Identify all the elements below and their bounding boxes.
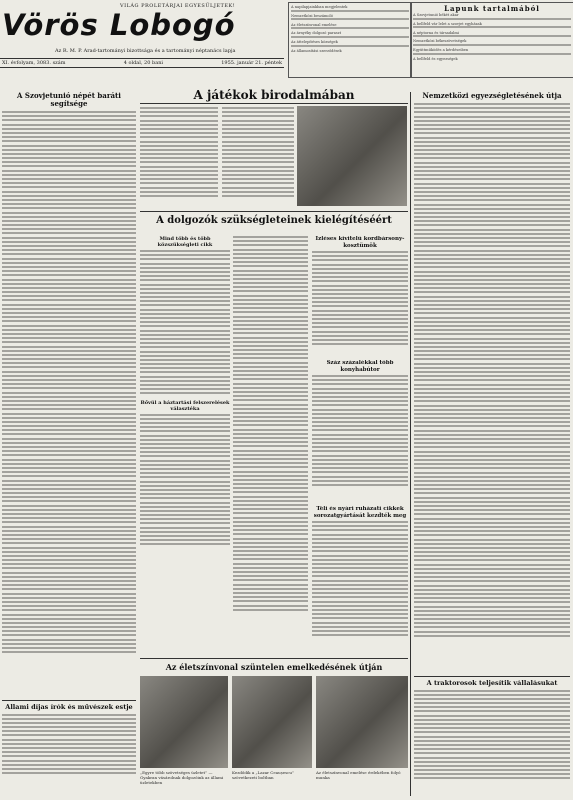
index-item: A bellfeld vár lelet a szovjet egyházak bbox=[413, 21, 482, 26]
life-headline: Az életszínvonal szüntelen emelkedésének útján bbox=[165, 662, 383, 672]
life-photo-1 bbox=[140, 676, 228, 768]
top-index-right bbox=[410, 2, 573, 78]
article-headline: Mind több és több közszükségleti cikk bbox=[157, 236, 213, 248]
divider bbox=[414, 676, 570, 677]
newspaper-subtitle: Az R. M. P. Arad-tartományi bizottsága és a tartományi néptanács lapja bbox=[55, 48, 236, 54]
article-hundred bbox=[312, 360, 408, 500]
article-headline: Téli és nyári ruházati cikkek sorozatgyártását kezdték meg bbox=[313, 506, 407, 519]
life-photo-2 bbox=[232, 676, 312, 768]
caption: Kezdődik a „Lazar Ceaușescu” szövetkezeti boltban bbox=[232, 770, 295, 780]
issue-date: 1955. január 21. péntek bbox=[221, 60, 282, 66]
index-item: Az államosítási szerződések bbox=[291, 48, 342, 53]
newspaper-title: Vörös Lobogó bbox=[2, 8, 236, 42]
column-divider bbox=[410, 92, 411, 796]
issue-year: XI. évfolyam, 3083. szám bbox=[2, 60, 66, 66]
article-headline: Száz százalékkal több konyhabútor bbox=[326, 360, 394, 373]
index-item: Az életszínvonal emelése bbox=[291, 22, 337, 27]
motto: VILÁG PROLETÁRJAI EGYESÜLJETEK! bbox=[120, 3, 236, 9]
games-headline: A játékok birodalmában bbox=[193, 88, 355, 102]
index-item: A bellfeld és egyezségek bbox=[413, 56, 458, 61]
article-headline: A traktorosok teljesítik vállalásukat bbox=[426, 680, 558, 687]
article-right-top bbox=[414, 92, 570, 672]
center-column-2 bbox=[233, 236, 308, 656]
issue-line bbox=[0, 58, 284, 68]
index-item: A napilapjainkban megjelentek bbox=[291, 5, 348, 9]
issue-pages: 4 oldal, 20 bani bbox=[123, 60, 164, 66]
games-body-2 bbox=[222, 107, 294, 207]
article-body bbox=[2, 111, 136, 655]
article-state bbox=[2, 704, 136, 796]
index-item: Együttműködés a kérdéseiben bbox=[413, 48, 469, 53]
caption: „Egyre több szövetséges üzletet” — Gyakran vásárolnak dolgozóink az állami üzletekben bbox=[140, 770, 224, 785]
index-item: Az árnyéky dolgozó paraszt bbox=[291, 31, 342, 36]
article-headline: Bővül a háztartási felszerelések választéka bbox=[140, 399, 230, 412]
article-headline: A Szovjetunió népét baráti segítsége bbox=[17, 92, 121, 108]
games-body bbox=[140, 107, 218, 207]
index-item: Az áttelepítéses községek bbox=[291, 40, 338, 45]
divider bbox=[140, 658, 408, 659]
life-photo-3 bbox=[316, 676, 408, 768]
needs-headline: A dolgozók szükségleteinek kielégítéséért bbox=[156, 215, 392, 226]
divider bbox=[140, 211, 408, 212]
divider bbox=[2, 700, 136, 701]
article-hat bbox=[312, 236, 408, 356]
article-tractors bbox=[414, 680, 570, 796]
article-clothes bbox=[312, 506, 408, 656]
index-item: A néptorna és társadalmi bbox=[413, 30, 459, 35]
article-headline: Állami díjas írók és művészek estje bbox=[5, 704, 133, 711]
index-item: Nemzetközi beszámoló bbox=[291, 13, 333, 18]
games-photo bbox=[297, 106, 407, 206]
divider bbox=[140, 103, 408, 104]
center-column bbox=[140, 236, 230, 656]
top-index-left bbox=[288, 2, 412, 78]
index-item: Nemzetközi békeszövetségek bbox=[413, 39, 467, 44]
article-headline: Ízléses kivitelü kordbársony-kosztümök bbox=[315, 236, 405, 249]
article-headline: Nemzetközi egyezségletésének útja bbox=[422, 92, 562, 100]
caption: Az életszínvonal emelése érdekében folyó munka bbox=[316, 770, 401, 780]
index-item: A Szovjetunió békét akar bbox=[413, 13, 459, 17]
article-left-top bbox=[2, 92, 136, 700]
index-header: Lapunk tartalmából bbox=[444, 4, 540, 13]
